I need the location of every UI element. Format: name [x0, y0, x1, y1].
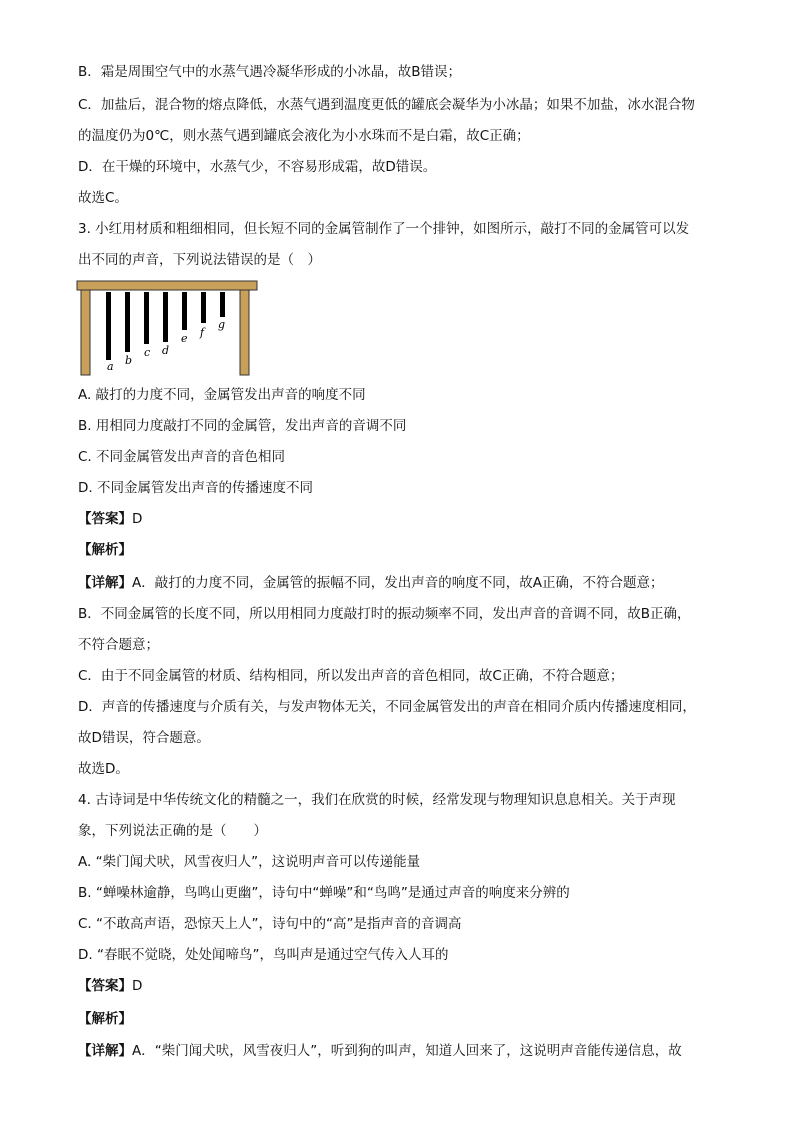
frame-right-leg [240, 290, 249, 375]
q2-option-d-explanation: D．在干燥的环境中，水蒸气少，不容易形成霜，故D错误。 [78, 159, 437, 175]
q4-option-d: D. “春眠不觉晓，处处闻啼鸟”，鸟叫声是通过空气传入人耳的 [78, 947, 449, 963]
q3-detail-d-line2: 故D错误，符合题意。 [78, 730, 210, 746]
q4-detail-a-text: A．“柴门闻犬吠，风雪夜归人”，听到狗的叫声，知道人回来了，这说明声音能传递信息，故 [132, 1043, 682, 1059]
q2-option-b-explanation: B．霜是周围空气中的水蒸气遇冷凝华形成的小冰晶，故B错误； [78, 64, 462, 80]
q3-answer-value: D [132, 511, 143, 527]
q2-option-c-explanation-line1: C．加盐后，混合物的熔点降低，水蒸气遇到温度更低的罐底会凝华为小冰晶；如果不加盐，冰水混合物 [78, 97, 695, 113]
q4-stem-line2: 象，下列说法正确的是（ ） [78, 823, 267, 839]
tube-g [218, 292, 225, 331]
tube-b [125, 292, 132, 367]
q3-stem-line2: 出不同的声音，下列说法错误的是（ ） [78, 252, 321, 268]
q3-detail-tag: 【详解】 [78, 575, 132, 591]
tube-label-d: d [162, 344, 170, 357]
q3-stem-line1: 3. 小红用材质和粗细相同，但长短不同的金属管制作了一个排钟，如图所示，敲打不同的金属管可以发 [78, 221, 690, 237]
q3-option-d: D. 不同金属管发出声音的传播速度不同 [78, 480, 313, 496]
tube-label-f: f [200, 326, 205, 339]
q3-detail-a-text: A．敲打的力度不同，金属管的振幅不同，发出声音的响度不同，故A正确，不符合题意； [132, 575, 664, 591]
q4-analysis-tag: 【解析】 [78, 1011, 132, 1027]
q3-option-c: C. 不同金属管发出声音的音色相同 [78, 449, 286, 465]
tube-label-c: c [144, 346, 151, 359]
q3-detail-d-line1: D．声音的传播速度与介质有关，与发声物体无关，不同金属管发出的声音在相同介质内传播速度相同， [78, 699, 696, 715]
q3-detail-b-line1: B．不同金属管的长度不同，所以用相同力度敲打时的振动频率不同，发出声音的音调不同，故B正确， [78, 606, 691, 622]
q3-answer [78, 510, 718, 528]
q4-answer-value: D [132, 978, 143, 994]
q3-answer-tag: 【答案】 [78, 511, 132, 527]
frame-top-beam [77, 281, 257, 290]
tube-f [199, 292, 206, 339]
q4-answer [78, 977, 718, 995]
bell-tubes-figure [76, 280, 258, 376]
tube-label-b: b [125, 354, 133, 367]
tube-c [144, 292, 150, 359]
q3-detail-b-line2: 不符合题意； [78, 637, 159, 653]
tube-a [106, 292, 114, 373]
q3-detail-a [78, 574, 718, 592]
q4-stem-line1: 4. 古诗词是中华传统文化的精髓之一，我们在欣赏的时候，经常发现与物理知识息息相关。关于声现 [78, 792, 676, 808]
q2-conclusion: 故选C。 [78, 190, 128, 206]
q4-option-a: A. “柴门闻犬吠，风雪夜归人”，这说明声音可以传递能量 [78, 854, 421, 870]
tube-label-e: e [181, 332, 188, 345]
q4-answer-tag: 【答案】 [78, 978, 132, 994]
tube-label-a: a [107, 360, 114, 373]
q2-option-c-explanation-line2: 的温度仍为0℃，则水蒸气遇到罐底会液化为小水珠而不是白霜，故C正确； [78, 128, 530, 144]
q3-detail-c: C．由于不同金属管的材质、结构相同，所以发出声音的音色相同，故C正确，不符合题意； [78, 668, 624, 684]
q4-detail-tag: 【详解】 [78, 1043, 132, 1059]
q4-option-c: C. “不敢高声语，恐惊天上人”，诗句中的“高”是指声音的音调高 [78, 916, 462, 932]
q3-option-a: A. 敲打的力度不同，金属管发出声音的响度不同 [78, 387, 366, 403]
tube-d [162, 292, 169, 357]
tube-label-g: g [218, 318, 226, 331]
q4-option-b: B. “蝉噪林逾静，鸟鸣山更幽”，诗句中“蝉噪”和“鸟鸣”是通过声音的响度来分辨的 [78, 885, 570, 901]
q3-conclusion: 故选D。 [78, 761, 129, 777]
frame-left-leg [81, 290, 90, 375]
q3-analysis-tag: 【解析】 [78, 542, 132, 558]
q4-detail-a [78, 1042, 718, 1060]
tube-e [181, 292, 188, 345]
q3-option-b: B. 用相同力度敲打不同的金属管，发出声音的音调不同 [78, 418, 407, 434]
